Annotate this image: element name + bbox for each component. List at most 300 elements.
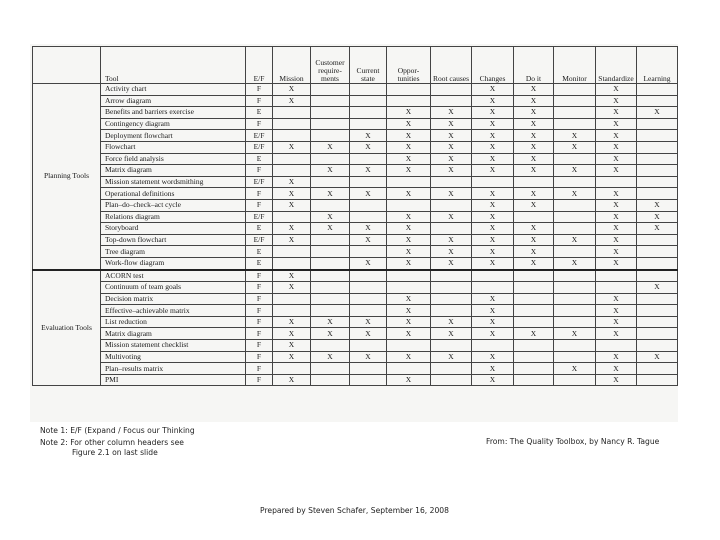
mark-cell (311, 153, 350, 165)
table-row (33, 282, 678, 294)
header-customer-requirements: Customer require-ments (311, 47, 350, 84)
mark-cell: X (472, 141, 514, 153)
tool-name-cell: Plan–results matrix (101, 363, 246, 375)
mark-cell (554, 199, 596, 211)
mark-cell: X (514, 95, 554, 107)
mark-cell: X (596, 107, 637, 119)
mark-cell (431, 270, 472, 282)
mark-cell: X (637, 211, 678, 223)
mark-cell: X (273, 340, 311, 352)
ef-cell: E (246, 107, 273, 119)
mark-cell (554, 270, 596, 282)
mark-cell: X (350, 234, 387, 246)
mark-cell (554, 351, 596, 363)
tool-name-cell: Mission statement wordsmithing (101, 176, 246, 188)
mark-cell (311, 176, 350, 188)
mark-cell: X (472, 257, 514, 269)
mark-cell: X (637, 199, 678, 211)
mark-cell: X (431, 257, 472, 269)
mark-cell (350, 282, 387, 294)
table-row (33, 374, 678, 386)
mark-cell: X (350, 257, 387, 269)
mark-cell: X (387, 246, 431, 258)
mark-cell (387, 340, 431, 352)
mark-cell (472, 340, 514, 352)
mark-cell: X (472, 293, 514, 305)
mark-cell (311, 84, 350, 96)
mark-cell (637, 153, 678, 165)
mark-cell: X (350, 141, 387, 153)
mark-cell (554, 374, 596, 386)
mark-cell: X (472, 234, 514, 246)
mark-cell: X (596, 234, 637, 246)
note-2-continued: Figure 2.1 on last slide (72, 448, 158, 457)
mark-cell (431, 374, 472, 386)
table-body (33, 84, 678, 386)
mark-cell (554, 211, 596, 223)
mark-cell (311, 257, 350, 269)
mark-cell: X (596, 316, 637, 328)
table-row (33, 95, 678, 107)
table-row (33, 340, 678, 352)
mark-cell (350, 211, 387, 223)
header-blank (33, 47, 101, 84)
mark-cell (311, 234, 350, 246)
mark-cell (554, 305, 596, 317)
mark-cell (273, 211, 311, 223)
table-row (33, 305, 678, 317)
mark-cell (273, 118, 311, 130)
mark-cell: X (431, 107, 472, 119)
mark-cell (637, 84, 678, 96)
ef-cell: F (246, 305, 273, 317)
mark-cell: X (311, 316, 350, 328)
mark-cell: X (514, 257, 554, 269)
mark-cell: X (554, 165, 596, 177)
mark-cell: X (514, 234, 554, 246)
mark-cell (387, 282, 431, 294)
mark-cell (637, 293, 678, 305)
mark-cell: X (596, 293, 637, 305)
mark-cell: X (387, 130, 431, 142)
tool-name-cell: Activity chart (101, 84, 246, 96)
mark-cell: X (387, 107, 431, 119)
mark-cell: X (311, 328, 350, 340)
tool-name-cell: Matrix diagram (101, 165, 246, 177)
mark-cell: X (596, 188, 637, 200)
mark-cell (554, 282, 596, 294)
mark-cell (554, 176, 596, 188)
mark-cell: X (273, 316, 311, 328)
mark-cell (431, 199, 472, 211)
mark-cell: X (431, 316, 472, 328)
mark-cell (637, 95, 678, 107)
mark-cell (350, 270, 387, 282)
mark-cell (514, 316, 554, 328)
mark-cell: X (554, 141, 596, 153)
mark-cell (431, 293, 472, 305)
mark-cell: X (472, 211, 514, 223)
mark-cell: X (350, 130, 387, 142)
mark-cell: X (554, 130, 596, 142)
group-label: Evaluation Tools (33, 270, 101, 386)
mark-cell: X (387, 305, 431, 317)
mark-cell: X (637, 351, 678, 363)
mark-cell: X (387, 234, 431, 246)
mark-cell (596, 270, 637, 282)
mark-cell: X (387, 223, 431, 235)
mark-cell: X (514, 199, 554, 211)
mark-cell (311, 118, 350, 130)
mark-cell (637, 363, 678, 375)
table-row (33, 293, 678, 305)
mark-cell (637, 270, 678, 282)
header-ef: E/F (246, 47, 273, 84)
ef-cell: F (246, 374, 273, 386)
tool-name-cell: Operational definitions (101, 188, 246, 200)
table-row (33, 188, 678, 200)
table-row (33, 270, 678, 282)
mark-cell: X (514, 165, 554, 177)
tool-name-cell: Flowchart (101, 141, 246, 153)
ef-cell: E/F (246, 176, 273, 188)
mark-cell: X (472, 223, 514, 235)
mark-cell (554, 153, 596, 165)
mark-cell: X (273, 176, 311, 188)
mark-cell: X (637, 107, 678, 119)
mark-cell: X (431, 211, 472, 223)
header-mission: Mission (273, 47, 311, 84)
table-row (33, 211, 678, 223)
mark-cell (311, 199, 350, 211)
mark-cell (596, 340, 637, 352)
mark-cell: X (311, 211, 350, 223)
mark-cell: X (472, 188, 514, 200)
mark-cell (387, 84, 431, 96)
mark-cell: X (273, 282, 311, 294)
mark-cell: X (350, 316, 387, 328)
mark-cell (350, 176, 387, 188)
mark-cell (596, 282, 637, 294)
mark-cell: X (431, 141, 472, 153)
mark-cell: X (596, 305, 637, 317)
mark-cell: X (472, 316, 514, 328)
mark-cell (311, 293, 350, 305)
mark-cell (514, 293, 554, 305)
mark-cell (311, 246, 350, 258)
mark-cell (273, 246, 311, 258)
tool-name-cell: Matrix diagram (101, 328, 246, 340)
mark-cell (387, 199, 431, 211)
mark-cell: X (431, 234, 472, 246)
mark-cell (431, 340, 472, 352)
mark-cell (637, 257, 678, 269)
table-row (33, 223, 678, 235)
tool-name-cell: Top-down flowchart (101, 234, 246, 246)
mark-cell: X (472, 363, 514, 375)
mark-cell: X (273, 84, 311, 96)
mark-cell: X (514, 107, 554, 119)
mark-cell (387, 176, 431, 188)
mark-cell (637, 340, 678, 352)
mark-cell: X (311, 223, 350, 235)
mark-cell: X (514, 118, 554, 130)
mark-cell (637, 305, 678, 317)
header-standardize: Standardize (596, 47, 637, 84)
mark-cell: X (350, 223, 387, 235)
mark-cell (554, 84, 596, 96)
tool-name-cell: Continuum of team goals (101, 282, 246, 294)
prepared-by-footer: Prepared by Steven Schafer, September 16, 2008 (260, 506, 449, 515)
mark-cell: X (514, 246, 554, 258)
group-label: Planning Tools (33, 84, 101, 270)
ef-cell: F (246, 95, 273, 107)
header-learning: Learning (637, 47, 678, 84)
ef-cell: F (246, 363, 273, 375)
mark-cell (311, 95, 350, 107)
mark-cell (431, 223, 472, 235)
mark-cell (637, 165, 678, 177)
mark-cell: X (596, 257, 637, 269)
mark-cell (431, 282, 472, 294)
mark-cell: X (431, 165, 472, 177)
mark-cell: X (554, 257, 596, 269)
mark-cell: X (472, 84, 514, 96)
tool-name-cell: Deployment flowchart (101, 130, 246, 142)
mark-cell (472, 282, 514, 294)
mark-cell: X (273, 328, 311, 340)
mark-cell: X (596, 211, 637, 223)
mark-cell (350, 293, 387, 305)
mark-cell (637, 118, 678, 130)
mark-cell (514, 282, 554, 294)
mark-cell: X (350, 165, 387, 177)
tool-name-cell: ACORN test (101, 270, 246, 282)
mark-cell: X (273, 188, 311, 200)
mark-cell: X (554, 234, 596, 246)
mark-cell (350, 246, 387, 258)
mark-cell (514, 340, 554, 352)
mark-cell: X (387, 374, 431, 386)
mark-cell: X (387, 153, 431, 165)
mark-cell (387, 363, 431, 375)
header-tool: Tool (101, 47, 246, 84)
mark-cell (637, 316, 678, 328)
mark-cell: X (472, 107, 514, 119)
mark-cell: X (311, 165, 350, 177)
mark-cell: X (350, 351, 387, 363)
tool-name-cell: Benefits and barriers exercise (101, 107, 246, 119)
mark-cell: X (387, 141, 431, 153)
table-row (33, 328, 678, 340)
table-row (33, 363, 678, 375)
mark-cell: X (472, 130, 514, 142)
header-do-it: Do it (514, 47, 554, 84)
mark-cell (554, 246, 596, 258)
mark-cell: X (596, 363, 637, 375)
mark-cell (472, 270, 514, 282)
mark-cell (350, 305, 387, 317)
mark-cell (311, 374, 350, 386)
mark-cell: X (472, 118, 514, 130)
ef-cell: F (246, 316, 273, 328)
ef-cell: F (246, 282, 273, 294)
ef-cell: E (246, 257, 273, 269)
table-row (33, 199, 678, 211)
ef-cell: F (246, 188, 273, 200)
tool-name-cell: Plan–do–check–act cycle (101, 199, 246, 211)
mark-cell (273, 107, 311, 119)
table-row (33, 118, 678, 130)
mark-cell (637, 130, 678, 142)
mark-cell (472, 176, 514, 188)
mark-cell: X (596, 153, 637, 165)
tool-name-cell: List reduction (101, 316, 246, 328)
mark-cell: X (596, 328, 637, 340)
mark-cell (431, 84, 472, 96)
ef-cell: E (246, 223, 273, 235)
header-changes: Changes (472, 47, 514, 84)
table-row (33, 316, 678, 328)
mark-cell (637, 234, 678, 246)
mark-cell: X (514, 223, 554, 235)
mark-cell (311, 107, 350, 119)
mark-cell: X (472, 199, 514, 211)
mark-cell: X (472, 153, 514, 165)
mark-cell (350, 363, 387, 375)
mark-cell (350, 107, 387, 119)
tool-name-cell: Storyboard (101, 223, 246, 235)
mark-cell (514, 270, 554, 282)
mark-cell: X (596, 84, 637, 96)
mark-cell: X (273, 223, 311, 235)
tool-name-cell: Mission statement checklist (101, 340, 246, 352)
mark-cell: X (514, 130, 554, 142)
mark-cell (554, 316, 596, 328)
mark-cell: X (273, 95, 311, 107)
mark-cell (431, 95, 472, 107)
ef-cell: E (246, 153, 273, 165)
table-row (33, 234, 678, 246)
mark-cell: X (514, 153, 554, 165)
ef-cell: E/F (246, 211, 273, 223)
mark-cell: X (596, 246, 637, 258)
ef-cell: E/F (246, 234, 273, 246)
mark-cell: X (311, 351, 350, 363)
mark-cell (554, 107, 596, 119)
mark-cell (637, 246, 678, 258)
mark-cell (273, 130, 311, 142)
mark-cell: X (311, 141, 350, 153)
mark-cell: X (472, 374, 514, 386)
mark-cell: X (472, 305, 514, 317)
mark-cell: X (431, 130, 472, 142)
mark-cell: X (387, 188, 431, 200)
mark-cell: X (472, 328, 514, 340)
mark-cell: X (311, 188, 350, 200)
ef-cell: F (246, 270, 273, 282)
mark-cell: X (431, 351, 472, 363)
header-row (33, 47, 678, 84)
mark-cell (554, 118, 596, 130)
table-row (33, 107, 678, 119)
mark-cell: X (596, 351, 637, 363)
tool-name-cell: Decision matrix (101, 293, 246, 305)
tool-matrix-table (32, 46, 678, 386)
mark-cell (273, 305, 311, 317)
mark-cell: X (431, 153, 472, 165)
mark-cell: X (273, 270, 311, 282)
tool-name-cell: Force field analysis (101, 153, 246, 165)
mark-cell (273, 257, 311, 269)
mark-cell (514, 374, 554, 386)
mark-cell: X (387, 316, 431, 328)
mark-cell: X (431, 328, 472, 340)
table-row (33, 257, 678, 269)
mark-cell: X (637, 282, 678, 294)
mark-cell (273, 293, 311, 305)
tool-name-cell: Contingency diagram (101, 118, 246, 130)
mark-cell: X (387, 165, 431, 177)
mark-cell (514, 305, 554, 317)
mark-cell: X (273, 234, 311, 246)
note-1: Note 1: E/F (Expand / Focus our Thinking (40, 426, 195, 435)
note-2: Note 2: For other column headers see (40, 438, 184, 447)
mark-cell (637, 188, 678, 200)
mark-cell (431, 363, 472, 375)
table-row (33, 141, 678, 153)
mark-cell (311, 305, 350, 317)
ef-cell: F (246, 340, 273, 352)
mark-cell: X (273, 351, 311, 363)
mark-cell: X (387, 328, 431, 340)
table-row (33, 351, 678, 363)
mark-cell: X (350, 188, 387, 200)
mark-cell (311, 282, 350, 294)
mark-cell (387, 95, 431, 107)
mark-cell (637, 141, 678, 153)
table-row (33, 153, 678, 165)
mark-cell (596, 176, 637, 188)
mark-cell (554, 223, 596, 235)
tool-name-cell: Relations diagram (101, 211, 246, 223)
mark-cell (637, 328, 678, 340)
ef-cell: F (246, 165, 273, 177)
mark-cell: X (596, 165, 637, 177)
header-root-causes: Root causes (431, 47, 472, 84)
mark-cell: X (596, 95, 637, 107)
mark-cell: X (431, 188, 472, 200)
header-monitor: Monitor (554, 47, 596, 84)
mark-cell (311, 130, 350, 142)
mark-cell: X (472, 165, 514, 177)
mark-cell (431, 176, 472, 188)
mark-cell (273, 363, 311, 375)
mark-cell: X (596, 374, 637, 386)
mark-cell (273, 165, 311, 177)
mark-cell: X (514, 141, 554, 153)
tool-name-cell: Multivoting (101, 351, 246, 363)
ef-cell: F (246, 351, 273, 363)
tool-name-cell: Tree diagram (101, 246, 246, 258)
mark-cell (637, 374, 678, 386)
tool-name-cell: PMI (101, 374, 246, 386)
mark-cell (350, 84, 387, 96)
mark-cell (350, 340, 387, 352)
mark-cell (350, 95, 387, 107)
mark-cell: X (273, 141, 311, 153)
ef-cell: E/F (246, 141, 273, 153)
